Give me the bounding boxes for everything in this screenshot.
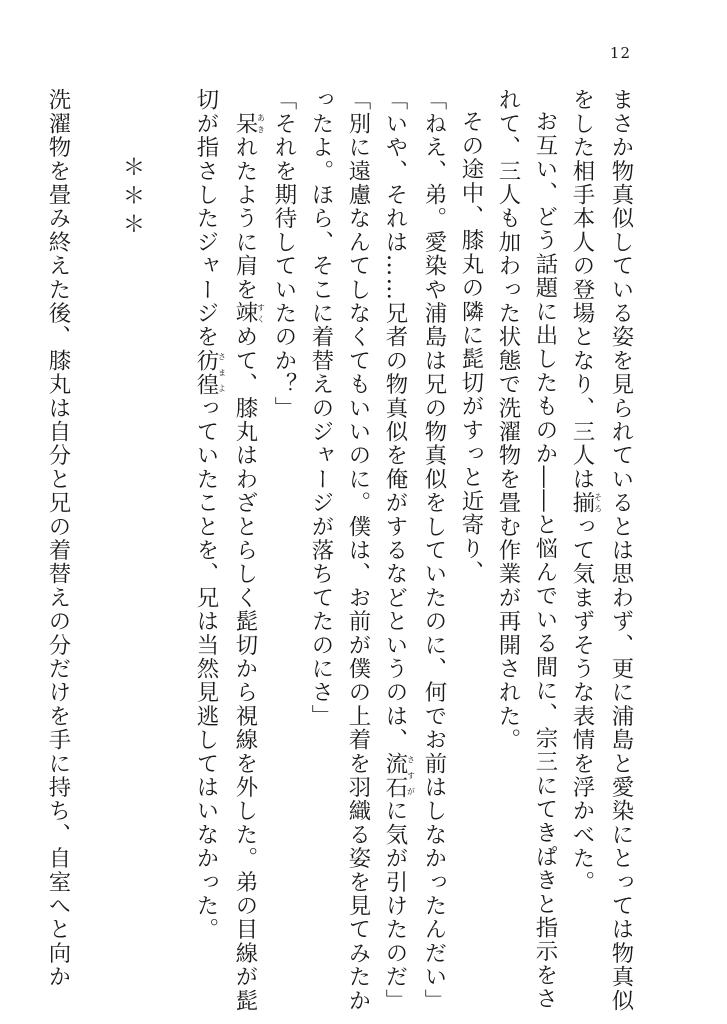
ruby-base: 竦 bbox=[232, 301, 258, 326]
text-segment: をした相手本人の登場となり、三人は bbox=[569, 88, 595, 491]
ruby-base: 彷徨 bbox=[193, 348, 219, 397]
ruby-reading: そろ bbox=[593, 490, 603, 515]
text-column: その途中、膝丸の隣に髭切がすっと近寄り、 bbox=[458, 110, 484, 585]
text-segment: 切が指さしたジャージを bbox=[193, 88, 219, 349]
text-column: まさか物真似している姿を見られているとは思わず、更に浦島と愛染にとっては物真似 bbox=[608, 88, 634, 1013]
ruby-annotation bbox=[193, 348, 227, 397]
text-column bbox=[187, 88, 226, 958]
text-segment bbox=[232, 88, 258, 112]
text-column bbox=[76, 88, 113, 958]
text-column: 「ねえ、弟。愛染や浦島は兄の物真似をしていたのに、何でお前はしなかったんだい」 bbox=[421, 88, 447, 1013]
novel-text-body bbox=[39, 88, 639, 1013]
text-column: ＊＊＊ bbox=[119, 155, 145, 241]
ruby-reading: すく bbox=[256, 301, 266, 326]
text-segment: れたように肩を bbox=[232, 135, 258, 302]
ruby-annotation bbox=[232, 301, 266, 326]
text-column: れて、三人も加わった状態で洗濯物を畳む作業が再開された。 bbox=[495, 88, 521, 752]
text-column: 洗濯物を畳み終えた後、膝丸は自分と兄の着替えの分だけを手に持ち、自室へと向か bbox=[45, 88, 71, 989]
ruby-reading: さすが bbox=[406, 751, 416, 799]
text-column: お互い、どう話題に出したものか――と悩んでいる間に、宗三にてきぱきと指示をさ bbox=[532, 110, 558, 1011]
ruby-base: 流石 bbox=[382, 751, 408, 799]
ruby-base: 揃 bbox=[569, 490, 595, 515]
ruby-base: 呆 bbox=[232, 111, 258, 136]
text-column: 「それを期待していたのか？」 bbox=[271, 88, 297, 420]
ruby-annotation bbox=[232, 111, 266, 136]
text-segment: に気が引けたのだ」 bbox=[382, 799, 408, 1013]
text-segment: めて、膝丸はわざとらしく髭切から視線を外した。弟の目線が髭 bbox=[232, 325, 258, 1013]
ruby-reading: あき bbox=[256, 111, 266, 136]
text-segment: って気まずそうな表情を浮かべた。 bbox=[569, 514, 595, 894]
text-column: ったよ。ほら、そこに着替えのジャージが落ちてたのにさ」 bbox=[308, 88, 334, 728]
ruby-annotation bbox=[569, 490, 603, 515]
text-column bbox=[150, 88, 187, 958]
text-column bbox=[226, 88, 266, 1013]
text-segment: 「いや、それは……兄者の物真似を俺がするなどというのは、 bbox=[382, 88, 408, 752]
text-column bbox=[376, 88, 416, 1013]
text-segment: っていたことを、兄は当然見逃してはいなかった。 bbox=[193, 396, 219, 942]
text-column: 「別に遠慮なんてしなくてもいいのに。僕は、お前が僕の上着を羽織る姿を見てみたか bbox=[345, 88, 371, 1013]
page-number: 12 bbox=[609, 44, 631, 62]
text-column bbox=[563, 88, 602, 958]
ruby-reading: さまよ bbox=[217, 348, 227, 397]
ruby-annotation bbox=[382, 751, 416, 799]
